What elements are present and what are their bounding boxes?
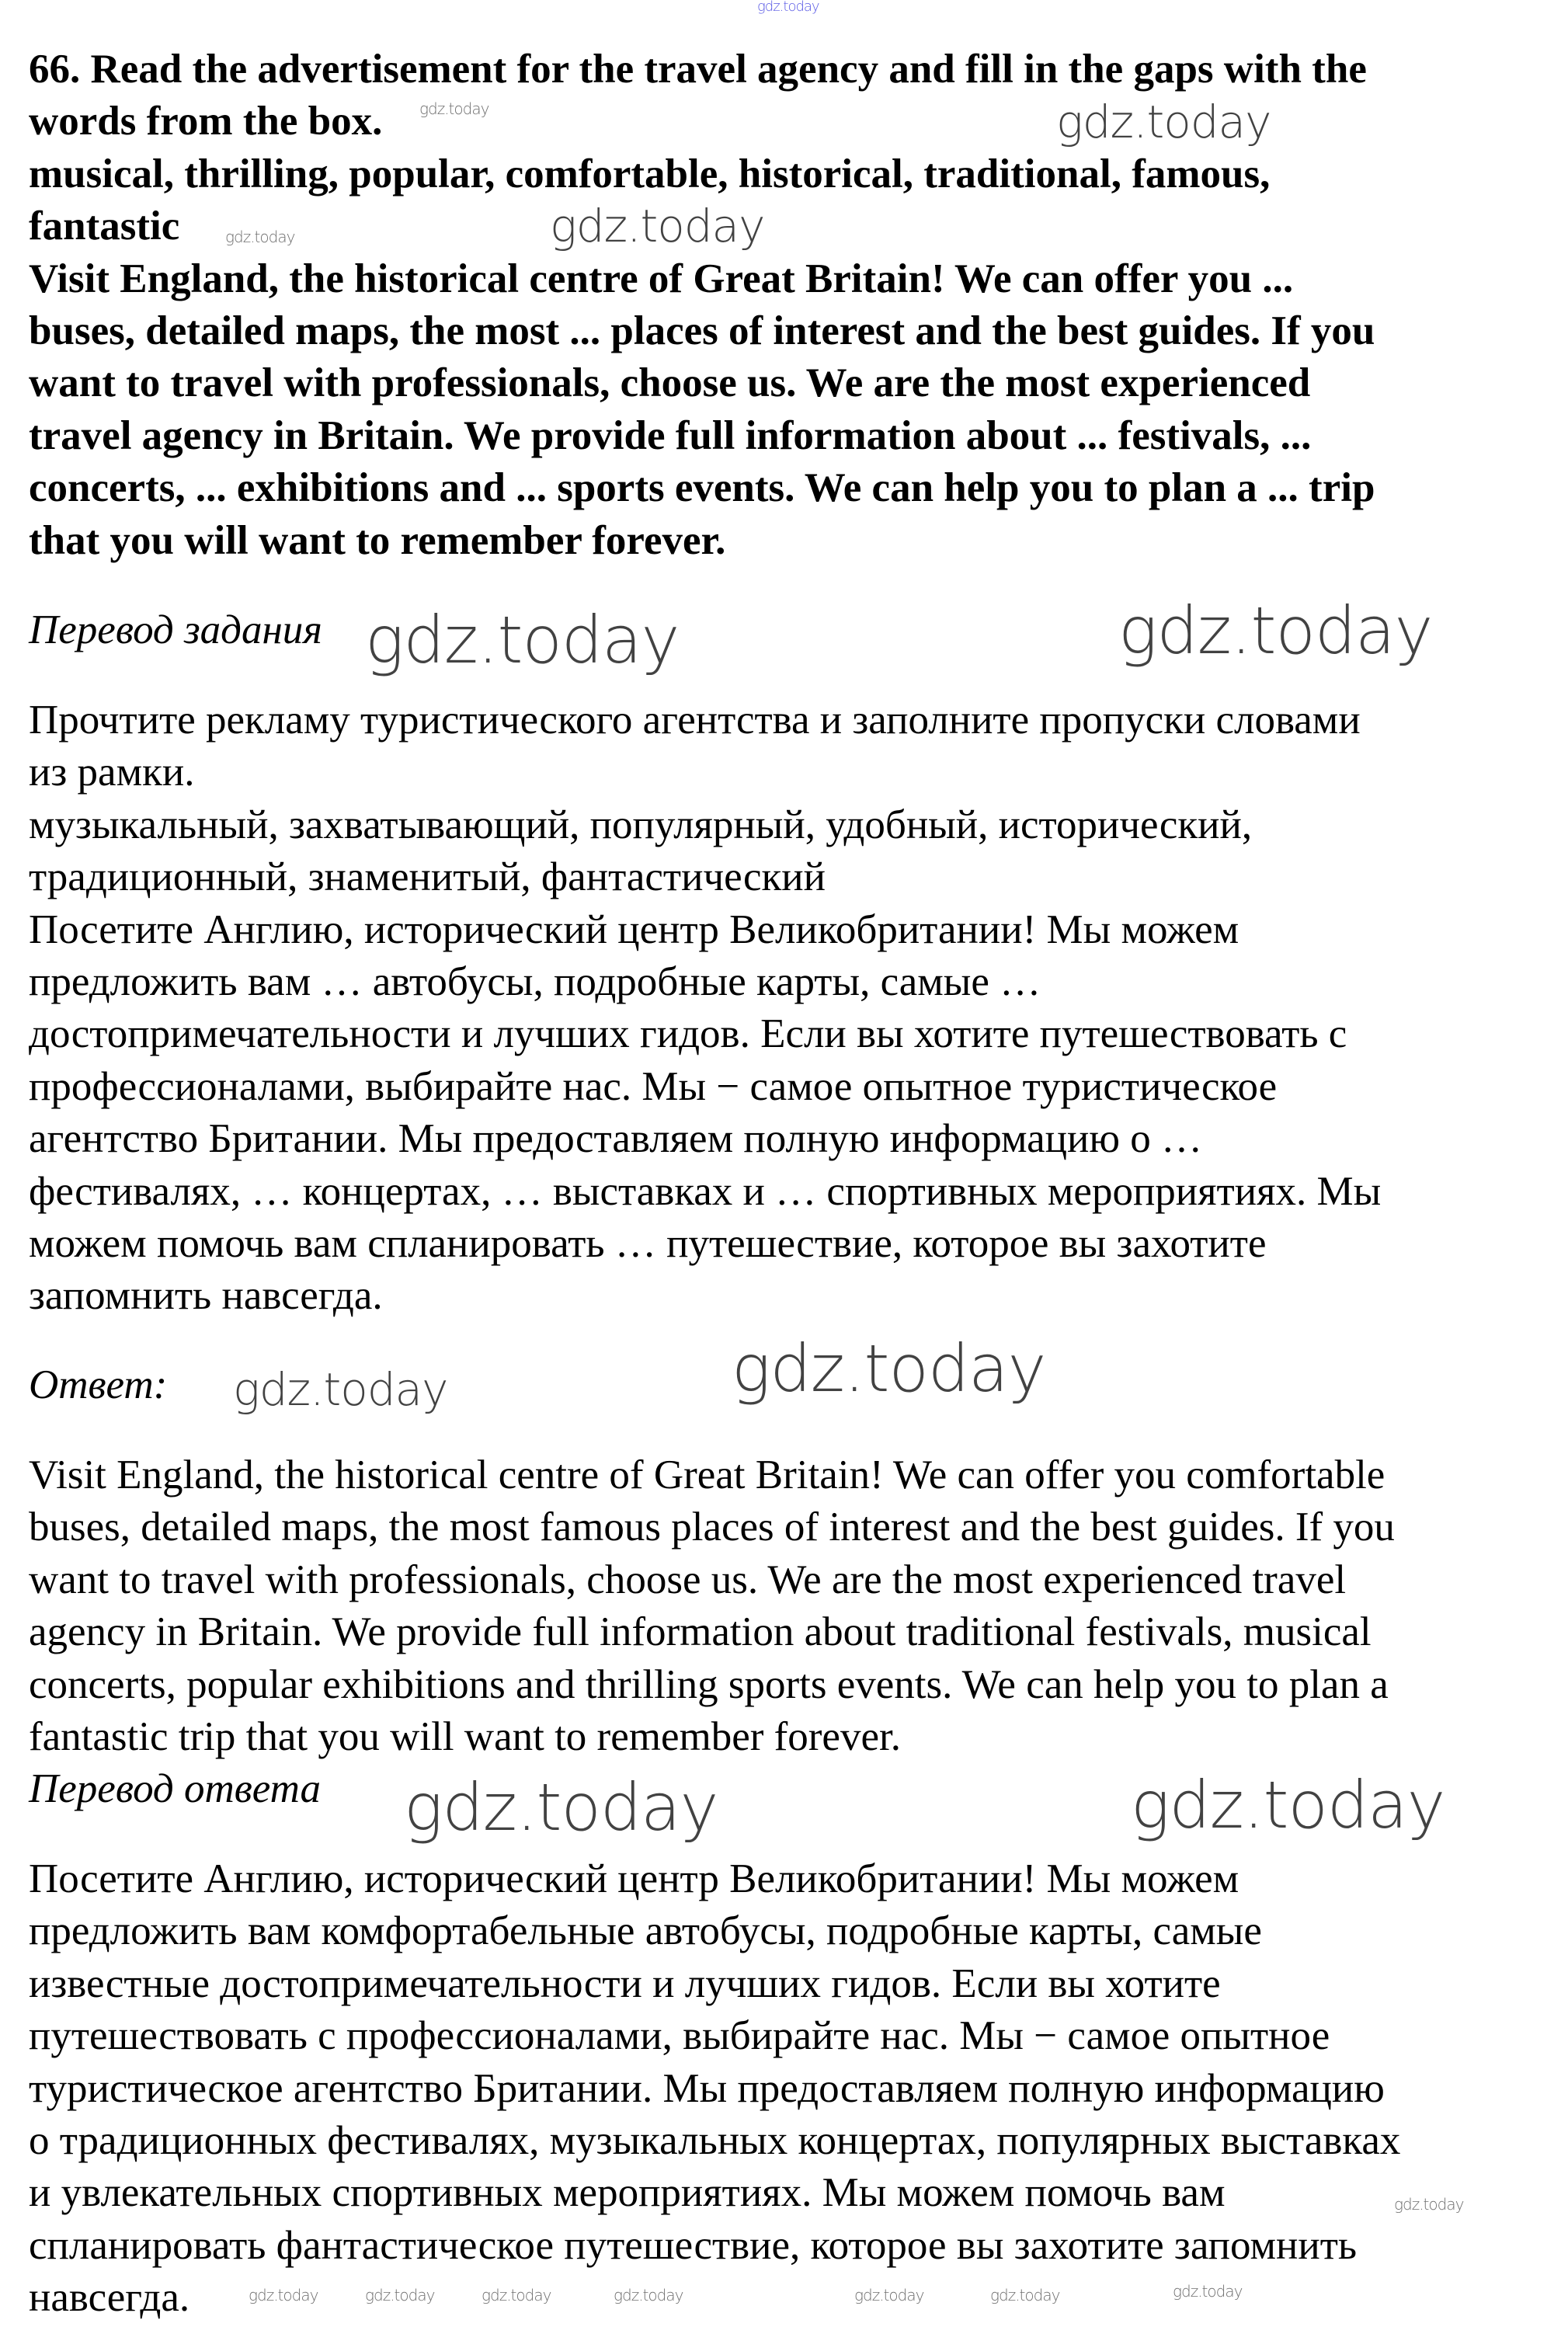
answer-line: concerts, popular exhibitions and thrilling sports events. We can help you to plan a xyxy=(29,1661,1389,1707)
answer-line: Visit England, the historical centre of Great Britain! We can offer you comfortable xyxy=(29,1452,1385,1497)
task-line: concerts, ... exhibitions and ... sports events. We can help you to plan a ... trip xyxy=(29,465,1375,511)
task-translation-line: можем помочь вам спланировать … путешествие, которое вы захотите xyxy=(29,1221,1267,1266)
watermark: gdz.today xyxy=(225,228,295,246)
task-translation-line: фестивалях, … концертах, … выставках и … спортивных мероприятиях. Мы xyxy=(29,1168,1382,1214)
answer-translation-line: путешествовать с профессионалами, выбирайте нас. Мы − самое опытное xyxy=(29,2013,1330,2059)
answer-translation-line: предложить вам комфортабельные автобусы, подробные карты, самые xyxy=(29,1908,1262,1954)
watermark: gdz.today xyxy=(419,99,489,118)
task-translation-heading: Перевод задания xyxy=(29,607,322,652)
answer-line: buses, detailed maps, the most famous places of interest and the best guides. If you xyxy=(29,1504,1395,1550)
watermark: gdz.today xyxy=(550,200,765,252)
answer-translation-line: известные достопримечательности и лучших гидов. Если вы хотите xyxy=(29,1960,1221,2006)
watermark: gdz.today xyxy=(757,0,819,15)
task-translation-line: традиционный, знаменитый, фантастический xyxy=(29,854,826,900)
watermark: gdz.today xyxy=(404,1769,718,1845)
watermark: gdz.today xyxy=(365,2286,435,2304)
task-line: 66. Read the advertisement for the travel agency and fill in the gaps with the xyxy=(29,47,1367,92)
answer-line: want to travel with professionals, choose us. We are the most experienced travel xyxy=(29,1557,1347,1602)
watermark: gdz.today xyxy=(1118,593,1433,669)
watermark: gdz.today xyxy=(614,2286,683,2304)
answer-translation-heading: Перевод ответа xyxy=(29,1766,322,1811)
task-line: words from the box. xyxy=(29,99,383,144)
watermark: gdz.today xyxy=(1056,96,1271,148)
watermark: gdz.today xyxy=(990,2286,1060,2304)
task-translation-line: музыкальный, захватывающий, популярный, удобный, исторический, xyxy=(29,802,1253,847)
task-translation-line: профессионалами, выбирайте нас. Мы − самое опытное туристическое xyxy=(29,1063,1278,1109)
watermark: gdz.today xyxy=(482,2286,551,2304)
watermark: gdz.today xyxy=(365,602,680,678)
answer-translation-line: о традиционных фестивалях, музыкальных концертах, популярных выставках xyxy=(29,2118,1401,2163)
answer-translation-line: и увлекательных спортивных мероприятиях. Мы можем помочь вам xyxy=(29,2170,1226,2216)
watermark: gdz.today xyxy=(233,1363,448,1416)
task-line: buses, detailed maps, the most ... places of interest and the best guides. If you xyxy=(29,308,1375,353)
task-translation-line: запомнить навсегда. xyxy=(29,1273,383,1319)
task-line: fantastic xyxy=(29,203,180,249)
task-translation-line: Посетите Англию, исторический центр Великобритании! Мы можем xyxy=(29,906,1239,952)
task-translation-line: Прочтите рекламу туристического агентства и заполните пропуски словами xyxy=(29,697,1361,743)
answer-heading: Ответ: xyxy=(29,1362,168,1407)
task-translation-line: агентство Британии. Мы предоставляем полную информацию о … xyxy=(29,1116,1202,1162)
watermark: gdz.today xyxy=(1173,2282,1243,2301)
answer-translation-line: спланировать фантастическое путешествие, которое вы захотите запомнить xyxy=(29,2222,1358,2268)
watermark: gdz.today xyxy=(1131,1767,1445,1843)
task-translation-line: достопримечательности и лучших гидов. Если вы хотите путешествовать с xyxy=(29,1011,1347,1057)
answer-translation-line: навсегда. xyxy=(29,2275,190,2321)
watermark: gdz.today xyxy=(732,1330,1046,1407)
watermark: gdz.today xyxy=(854,2286,924,2304)
answer-line: agency in Britain. We provide full information about traditional festivals, musical xyxy=(29,1609,1372,1655)
task-line: that you will want to remember forever. xyxy=(29,517,726,563)
task-line: want to travel with professionals, choose us. We are the most experienced xyxy=(29,360,1311,406)
watermark: gdz.today xyxy=(1394,2195,1464,2214)
task-line: Visit England, the historical centre of Great Britain! We can offer you ... xyxy=(29,256,1294,301)
answer-translation-line: Посетите Англию, исторический центр Великобритании! Мы можем xyxy=(29,1856,1239,1901)
task-translation-line: предложить вам … автобусы, подробные карты, самые … xyxy=(29,959,1041,1004)
task-translation-line: из рамки. xyxy=(29,750,195,795)
answer-translation-line: туристическое агентство Британии. Мы предоставляем полную информацию xyxy=(29,2065,1385,2111)
task-line: travel agency in Britain. We provide full information about ... festivals, ... xyxy=(29,412,1312,458)
answer-line: fantastic trip that you will want to remember forever. xyxy=(29,1714,901,1759)
watermark: gdz.today xyxy=(249,2286,318,2304)
task-line: musical, thrilling, popular, comfortable, historical, traditional, famous, xyxy=(29,151,1271,197)
